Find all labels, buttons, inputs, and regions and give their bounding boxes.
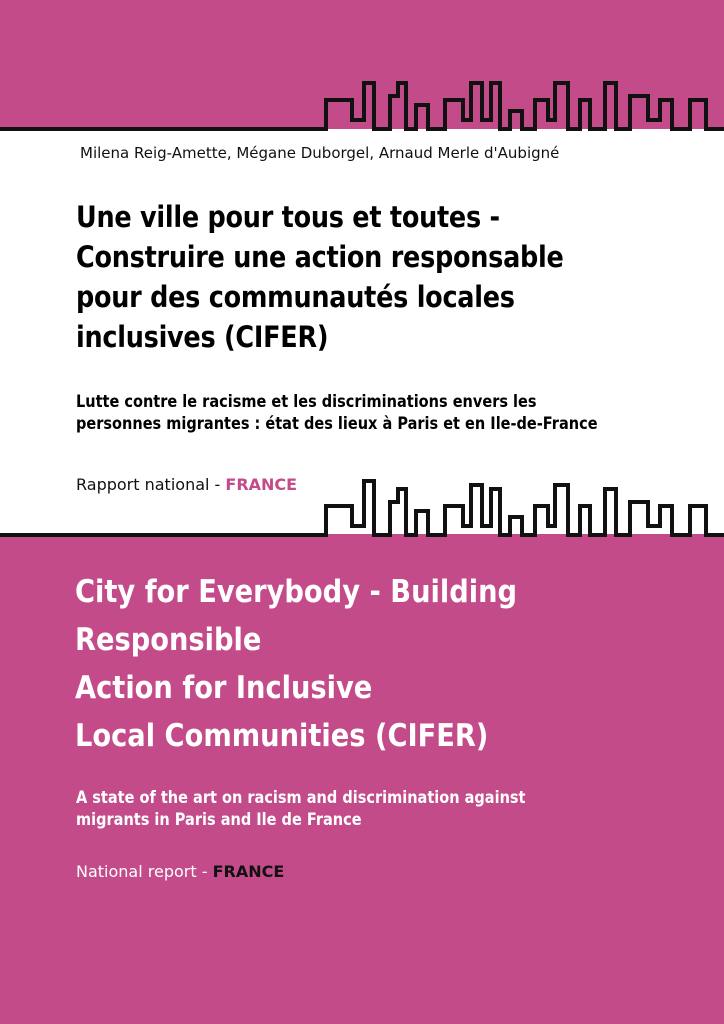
french-subtitle-line: Lutte contre le racisme et les discriminations envers les: [76, 392, 537, 411]
english-title-line: Local Communities (CIFER): [75, 718, 489, 754]
english-subtitle: [76, 787, 639, 831]
french-subtitle: [76, 391, 657, 435]
french-subtitle-line: personnes migrantes : état des lieux à Paris et en Ile-de-France: [76, 414, 598, 433]
english-title-line: City for Everybody - Building: [75, 574, 518, 610]
french-report-text: Rapport national -: [76, 475, 226, 494]
english-report-text: National report -: [76, 862, 213, 881]
french-title-line: Une ville pour tous et toutes -: [76, 200, 500, 234]
english-report-label: [76, 862, 284, 881]
english-subtitle-line: A state of the art on racism and discrimination against: [76, 788, 526, 807]
french-title-line: pour des communautés locales: [76, 280, 515, 314]
french-title-line: Construire une action responsable: [76, 240, 564, 274]
english-title-line: Action for Inclusive: [75, 670, 373, 706]
authors-line: Milena Reig-Amette, Mégane Duborgel, Arnaud Merle d'Aubigné: [80, 144, 560, 162]
french-country: FRANCE: [225, 475, 298, 494]
english-subtitle-line: migrants in Paris and Ile de France: [76, 810, 362, 829]
french-title: [76, 197, 604, 357]
french-report-label: [76, 475, 297, 494]
english-title-line: Responsible: [75, 622, 262, 658]
english-title: [75, 568, 621, 760]
english-country: FRANCE: [212, 862, 285, 881]
top-skyline-decoration: [0, 60, 724, 140]
french-title-line: inclusives (CIFER): [76, 320, 329, 354]
